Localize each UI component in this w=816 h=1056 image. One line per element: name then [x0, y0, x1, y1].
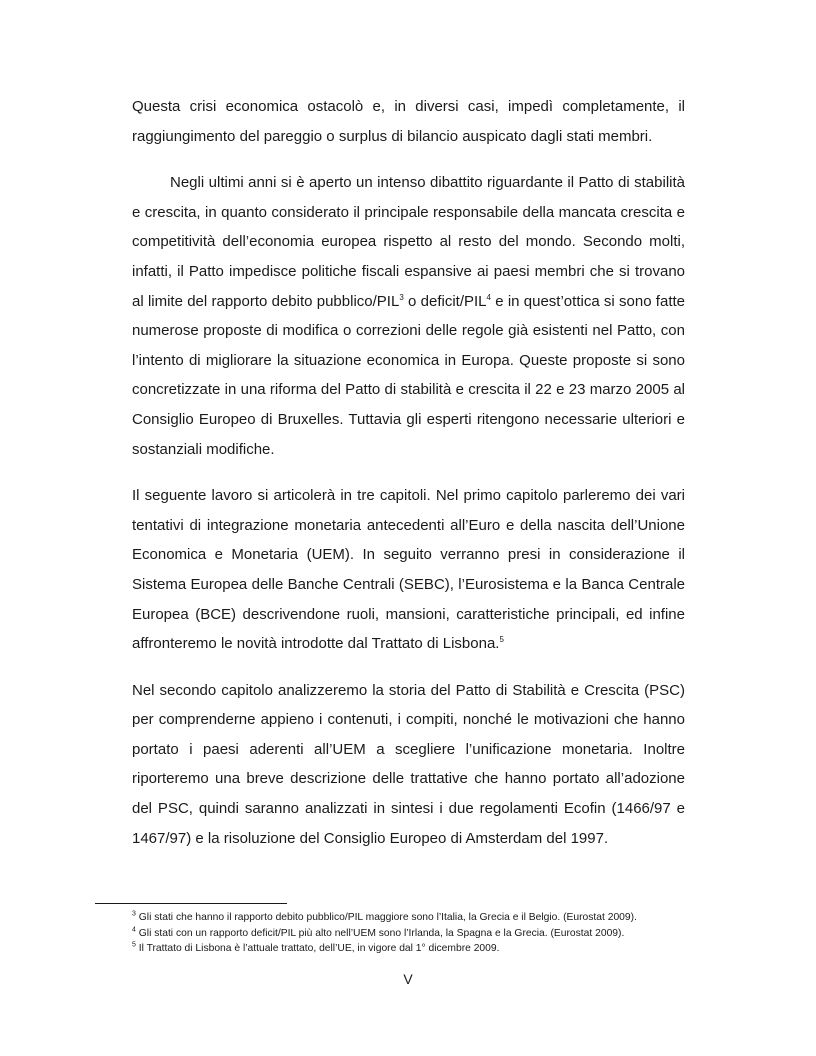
- footnote-5: $^5$ Il Trattato di Lisbona è l’attuale trattato, dell’UE, in vigore dal 1° dicembre 2009.: [132, 941, 500, 954]
- paragraph-4: Nel secondo capitolo analizzeremo la storia del Patto di Stabilità e Crescita (PSC) per comprenderne appieno i contenuti, i compiti, nonché le motivazioni che hanno portato i paesi aderenti all’UEM a scegliere l’unificazione monetaria. Inoltre riporteremo una breve descrizione delle trattative che hanno portato all’adozione del PSC, quindi saranno analizzati in sintesi i due regolamenti Ecofin (1466/97 e 1467/97) e la risoluzione del Consiglio Europeo di Amsterdam del 1997.: [132, 681, 685, 847]
- footnotes: [132, 910, 692, 957]
- footnote-4: $^4$ Gli stati con un rapporto deficit/PIL più alto nell’UEM sono l’Irlanda, la Spagna e la Grecia. (Eurostat 2009).: [132, 926, 625, 939]
- paragraph-2: Negli ultimi anni si è aperto un intenso dibattito riguardante il Patto di stabilità e crescita, in quanto considerato il principale responsabile della mancata crescita e competitività dell’economia europea rispetto al resto del mondo. Secondo molti, infatti, il Patto impedisce politiche fiscali espansive ai paesi membri che si trovano al limite del rapporto debito pubblico/PIL$^3$ o deficit/PIL$^4$ e in quest’ottica si sono fatte numerose proposte di modifica o correzioni delle regole già esistenti nel Patto, con l’intento di migliorare la situazione economica in Europa. Queste proposte si sono concretizzate in una riforma del Patto di stabilità e crescita il 22 e 23 marzo 2005 al Consiglio Europeo di Bruxelles. Tuttavia gli esperti ritengono necessarie ulteriori e sostanziali modifiche.: [132, 174, 685, 458]
- page-number: V: [403, 971, 413, 987]
- paragraph-3: Il seguente lavoro si articolerà in tre capitoli. Nel primo capitolo parleremo dei vari tentativi di integrazione monetaria antecedenti all’Euro e della nascita dell’Unione Economica e Monetaria (UEM). In seguito verranno presi in considerazione il Sistema Europea delle Banche Centrali (SEBC), l’Eurosistema e la Banca Centrale Europea (BCE) descrivendone ruoli, mansioni, caratteristiche principali, ed infine affronteremo le novità introdotte dal Trattato di Lisbona.$^5$: [132, 487, 685, 653]
- footnote-3: $^3$ Gli stati che hanno il rapporto debito pubblico/PIL maggiore sono l’Italia, la Grecia e il Belgio. (Eurostat 2009).: [132, 910, 637, 923]
- paragraph-1: Questa crisi economica ostacolò e, in diversi casi, impedì completamente, il raggiungimento del pareggio o surplus di bilancio auspicato dagli stati membri.: [132, 98, 685, 145]
- footnote-separator: [95, 903, 287, 904]
- footnote-ref-4[interactable]: 4: [486, 292, 491, 302]
- body-text: [132, 92, 685, 870]
- footnote-ref-5[interactable]: 5: [499, 635, 504, 645]
- footnote-ref-3[interactable]: 3: [399, 292, 404, 302]
